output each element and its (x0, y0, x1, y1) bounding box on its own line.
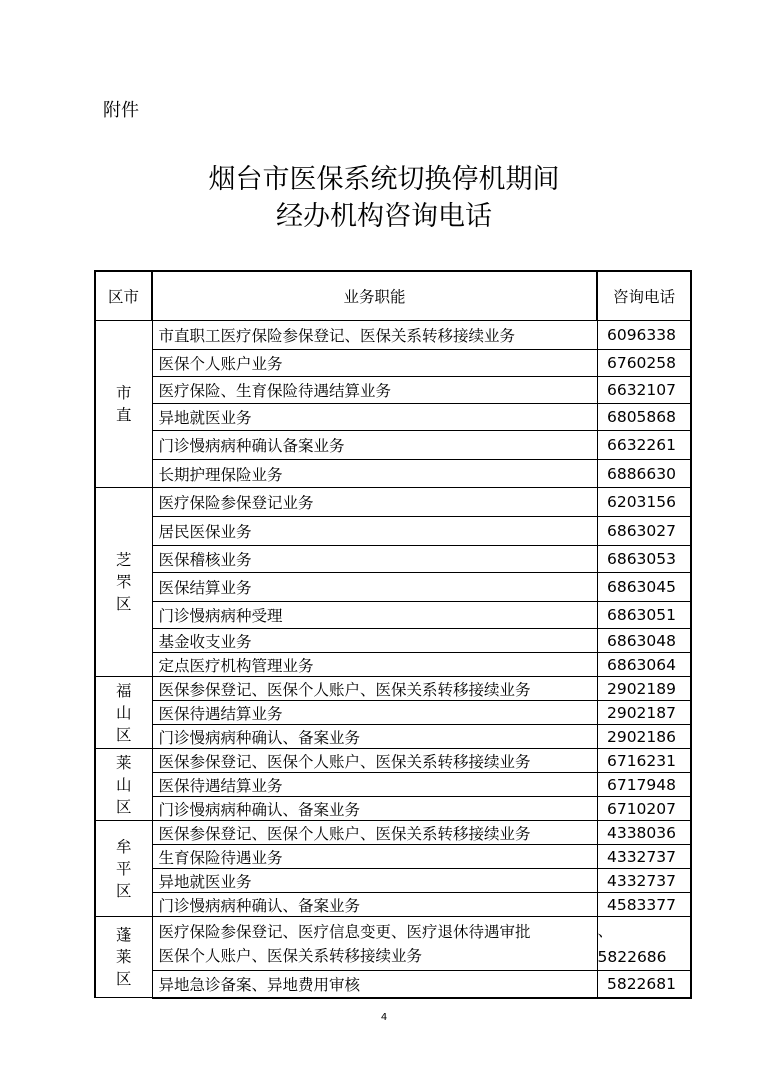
business-cell: 异地急诊备案、异地费用审核 (152, 971, 597, 998)
phone-cell: 5822681 (597, 971, 691, 998)
table-row (95, 773, 691, 797)
table-row (95, 869, 691, 893)
business-cell (152, 917, 597, 971)
table-row (95, 377, 691, 404)
business-cell: 医保参保登记、医保个人账户、医保关系转移接续业务 (152, 821, 597, 845)
consultation-phone-table (94, 270, 692, 999)
business-cell: 生育保险待遇业务 (152, 845, 597, 869)
business-line: 医保个人账户、医保关系转移接续业务 (158, 946, 423, 965)
table-row (95, 821, 691, 845)
district-char: 莱 (115, 948, 132, 966)
table-header-row (95, 271, 691, 321)
district-char: 山 (115, 775, 132, 794)
business-cell: 门诊慢病病种受理 (152, 602, 597, 629)
business-cell: 医保参保登记、医保个人账户、医保关系转移接续业务 (152, 677, 597, 701)
business-cell: 门诊慢病病种确认、备案业务 (152, 893, 597, 917)
table-row (95, 517, 691, 546)
business-cell: 异地就医业务 (152, 869, 597, 893)
table-row (95, 546, 691, 573)
phone-cell: 6863045 (597, 573, 691, 602)
table-row (95, 725, 691, 749)
table-row (95, 653, 691, 677)
table-row (95, 701, 691, 725)
table-row (95, 321, 691, 350)
business-cell: 市直职工医疗保险参保登记、医保关系转移接续业务 (152, 321, 597, 350)
business-cell: 基金收支业务 (152, 629, 597, 653)
business-cell: 门诊慢病病种确认备案业务 (152, 431, 597, 460)
district-cell (95, 677, 152, 749)
district-cell (95, 488, 152, 677)
phone-cell: 2902186 (597, 725, 691, 749)
phone-number: 5822686 (597, 947, 667, 966)
phone-cell: 6710207 (597, 797, 691, 821)
table-row (95, 629, 691, 653)
phone-cell: 6632261 (597, 431, 691, 460)
district-char: 区 (115, 725, 132, 744)
district-char: 芝 (115, 551, 132, 569)
business-cell: 医保个人账户业务 (152, 350, 597, 377)
district-char: 区 (115, 970, 132, 988)
business-cell: 定点医疗机构管理业务 (152, 653, 597, 677)
business-cell: 医保待遇结算业务 (152, 773, 597, 797)
table-row (95, 404, 691, 431)
phone-cell: 6863053 (597, 546, 691, 573)
phone-cell: 6717948 (597, 773, 691, 797)
district-char: 山 (115, 703, 132, 722)
phone-cell: 6863048 (597, 629, 691, 653)
phone-cell: 6863064 (597, 653, 691, 677)
document-title-line2: 经办机构咨询电话 (276, 201, 492, 232)
district-char: 直 (115, 406, 132, 424)
phone-cell: 4583377 (597, 893, 691, 917)
business-cell: 长期护理保险业务 (152, 460, 597, 488)
district-cell (95, 321, 152, 488)
district-char: 福 (115, 681, 132, 700)
table-row (95, 488, 691, 517)
phone-cell: 6886630 (597, 460, 691, 488)
attachment-label: 附件 (103, 100, 139, 121)
table-row (95, 749, 691, 773)
business-cell: 门诊慢病病种确认、备案业务 (152, 725, 597, 749)
document-title-line1: 烟台市医保系统切换停机期间 (208, 164, 560, 195)
table-row (95, 460, 691, 488)
business-cell: 医疗保险、生育保险待遇结算业务 (152, 377, 597, 404)
phone-cell: 6863051 (597, 602, 691, 629)
phone-cell: 6632107 (597, 377, 691, 404)
phone-cell: 6203156 (597, 488, 691, 517)
phone-cell: 6760258 (597, 350, 691, 377)
district-cell (95, 917, 152, 998)
phone-cell: 4332737 (597, 869, 691, 893)
business-cell: 门诊慢病病种确认、备案业务 (152, 797, 597, 821)
phone-cell: 6096338 (597, 321, 691, 350)
page-number: 4 (380, 1012, 388, 1023)
district-char: 罘 (115, 573, 132, 591)
table-row (95, 797, 691, 821)
district-char: 牟 (115, 837, 132, 856)
phone-cell: 4332737 (597, 845, 691, 869)
table-row (95, 971, 691, 998)
phone-cell: 6863027 (597, 517, 691, 546)
table-row (95, 845, 691, 869)
table-row (95, 917, 691, 971)
table-row (95, 602, 691, 629)
business-cell: 居民医保业务 (152, 517, 597, 546)
phone-cell: 2902187 (597, 701, 691, 725)
business-cell: 医保待遇结算业务 (152, 701, 597, 725)
district-cell (95, 749, 152, 821)
business-cell: 医保稽核业务 (152, 546, 597, 573)
business-cell: 医保结算业务 (152, 573, 597, 602)
table-row (95, 431, 691, 460)
table-row (95, 350, 691, 377)
phone-cell: 2902189 (597, 677, 691, 701)
phone-cell: 4338036 (597, 821, 691, 845)
district-char: 区 (115, 595, 132, 613)
business-cell: 医保参保登记、医保个人账户、医保关系转移接续业务 (152, 749, 597, 773)
district-char: 莱 (115, 753, 132, 772)
district-char: 区 (115, 881, 132, 900)
district-char: 平 (115, 859, 132, 878)
phone-cell (597, 917, 691, 971)
district-char: 蓬 (115, 926, 132, 944)
header-district: 区市 (95, 271, 152, 321)
business-cell: 医疗保险参保登记业务 (152, 488, 597, 517)
district-char: 区 (115, 797, 132, 816)
phone-cell: 6805868 (597, 404, 691, 431)
business-line: 医疗保险参保登记、医疗信息变更、医疗退休待遇审批 (158, 922, 531, 941)
business-cell: 异地就医业务 (152, 404, 597, 431)
phone-cell: 6716231 (597, 749, 691, 773)
phone-prefix: 、 (597, 921, 614, 940)
header-business: 业务职能 (152, 271, 597, 321)
table-row (95, 677, 691, 701)
table-row (95, 573, 691, 602)
district-char: 市 (115, 384, 132, 402)
district-cell (95, 821, 152, 917)
table-row (95, 893, 691, 917)
header-phone: 咨询电话 (597, 271, 691, 321)
